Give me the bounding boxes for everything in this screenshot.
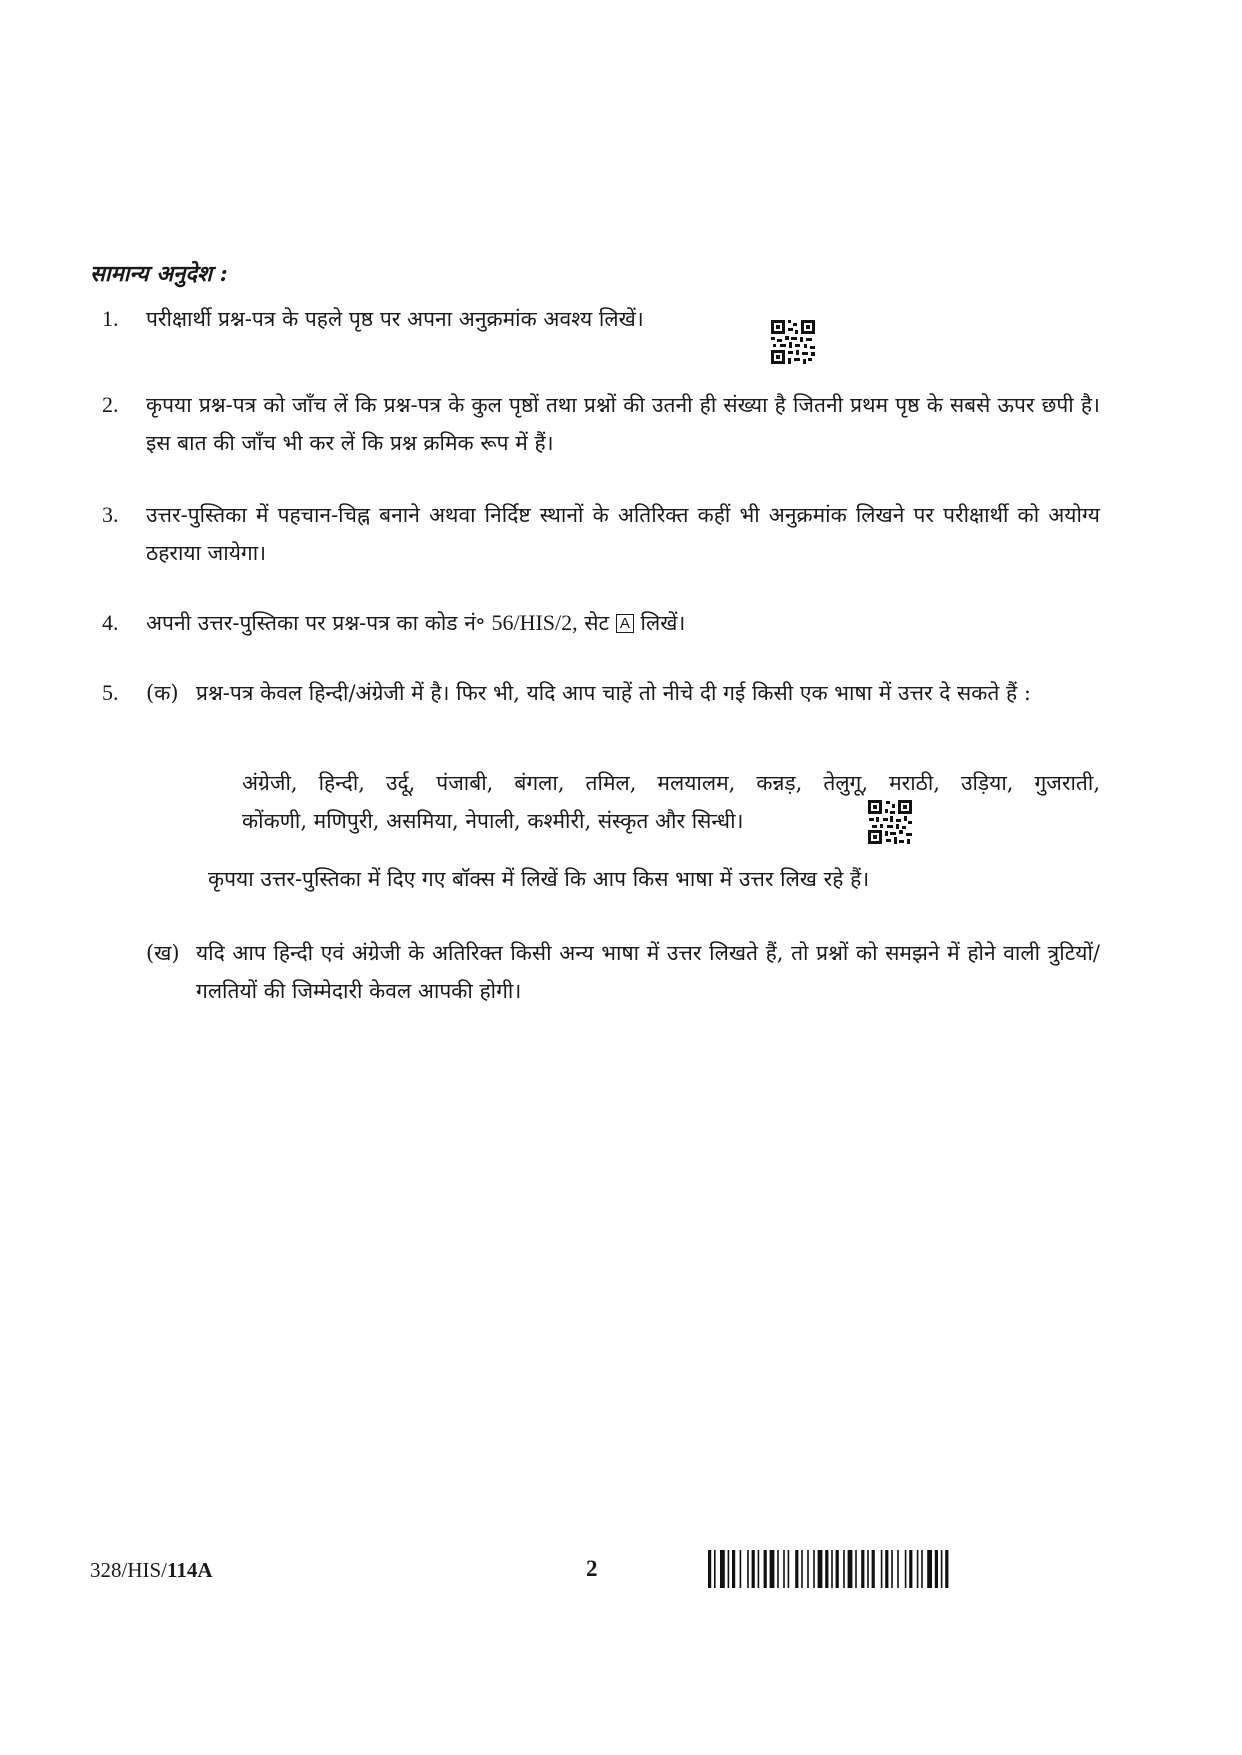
part-b-marker: (ख) bbox=[146, 941, 180, 965]
instruction-5-part-b bbox=[90, 934, 1100, 1014]
languages-line-2: कोंकणी, मणिपुरी, असमिया, नेपाली, कश्मीरी, संस्कृत और सिन्धी। bbox=[242, 809, 744, 833]
instruction-3 bbox=[90, 496, 1100, 576]
instruction-number: 1. bbox=[102, 306, 119, 331]
instruction-number: 4. bbox=[102, 610, 119, 635]
instruction-4 bbox=[90, 604, 1100, 644]
part-b-text: यदि आप हिन्दी एवं अंग्रेजी के अतिरिक्त किसी अन्य भाषा में उत्तर लिखते हैं, तो प्रश्नों को समझने में होने वाली त्रुटियों/गलतियों की जिम्मेदारी केवल आपकी होगी। bbox=[196, 941, 1100, 1003]
set-label: सेट bbox=[584, 611, 610, 635]
code-suffix: 114A bbox=[167, 1558, 213, 1582]
code-prefix: 328/HIS/ bbox=[90, 1558, 168, 1582]
barcode-icon bbox=[708, 1550, 998, 1588]
instruction-number: 5. bbox=[102, 680, 119, 705]
section-heading: सामान्य अनुदेश : bbox=[90, 261, 228, 287]
set-box: A bbox=[616, 614, 634, 633]
part-a-note-text: कृपया उत्तर-पुस्तिका में दिए गए बॉक्स में लिखें कि आप किस भाषा में उत्तर लिख रहे हैं। bbox=[208, 867, 870, 891]
text-before: अपनी उत्तर-पुस्तिका पर प्रश्न-पत्र का कोड नं॰ bbox=[146, 611, 485, 635]
languages-list bbox=[242, 764, 1100, 844]
qr-code-icon bbox=[771, 320, 815, 364]
instruction-text: परीक्षार्थी प्रश्न-पत्र के पहले पृष्ठ पर अपना अनुक्रमांक अवश्य लिखें। bbox=[146, 307, 644, 331]
qr-code-icon bbox=[868, 800, 912, 844]
instruction-number: 3. bbox=[102, 502, 119, 527]
instruction-text bbox=[146, 604, 1100, 642]
instruction-2 bbox=[90, 386, 1100, 466]
instruction-text: उत्तर-पुस्तिका में पहचान-चिह्न बनाने अथवा निर्दिष्ट स्थानों के अतिरिक्त कहीं भी अनुक्रमांक लिखने पर परीक्षार्थी को अयोग्य ठहराया जायेगा। bbox=[146, 503, 1100, 565]
text-after: लिखें। bbox=[640, 611, 686, 635]
instruction-1 bbox=[90, 300, 1100, 340]
part-a-text: प्रश्न-पत्र केवल हिन्दी/अंग्रेजी में है। फिर भी, यदि आप चाहें तो नीचे दी गई किसी एक भाषा में उत्तर दे सकते हैं : bbox=[196, 681, 1031, 705]
instruction-text: कृपया प्रश्न-पत्र को जाँच लें कि प्रश्न-पत्र के कुल पृष्ठों तथा प्रश्नों की उतनी ही संख्या है जितनी प्रथम पृष्ठ के सबसे ऊपर छपी है। इस बात की जाँच भी कर लें कि प्रश्न क्रमिक रूप में हैं। bbox=[146, 393, 1100, 455]
part-a-marker: (क) bbox=[146, 681, 179, 705]
paper-code: 56/HIS/2, bbox=[491, 610, 578, 635]
page-number: 2 bbox=[586, 1556, 598, 1581]
instruction-5 bbox=[90, 674, 1100, 754]
languages-line-1: अंग्रेजी, हिन्दी, उर्दू, पंजाबी, बंगला, तमिल, मलयालम, कन्नड़, तेलुगू, मराठी, उड़िया, गुजराती, bbox=[242, 771, 1100, 795]
instruction-number: 2. bbox=[102, 392, 119, 417]
paper-code-footer bbox=[90, 1558, 213, 1583]
part-a-note bbox=[208, 860, 1100, 900]
